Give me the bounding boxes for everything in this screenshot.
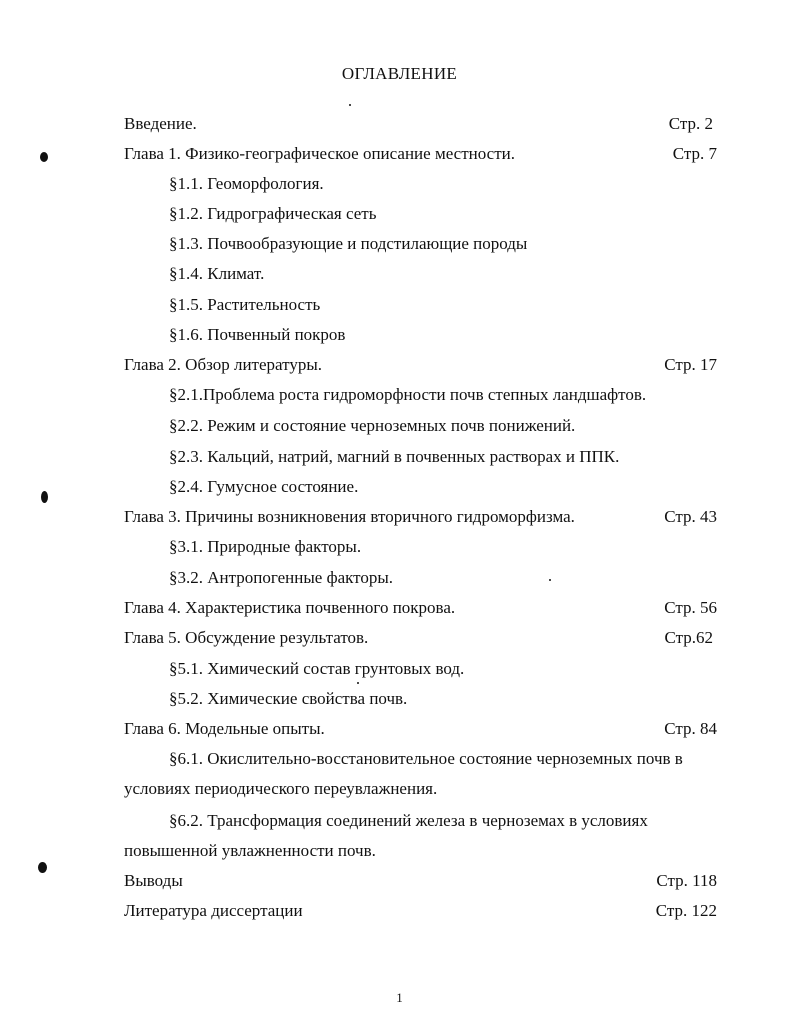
toc-entry-page: Стр. 17 — [664, 355, 717, 374]
toc-entry-conclusions — [124, 870, 717, 892]
toc-entry-text: Глава 3. Причины возникновения вторичного гидроморфизма. — [124, 507, 575, 526]
toc-entry-text: Выводы — [124, 871, 183, 890]
toc-entry-section-1-6 — [124, 324, 717, 346]
toc-entry-text: Литература диссертации — [124, 901, 303, 920]
toc-entry-text: §5.1. Химический состав грунтовых вод. — [169, 659, 465, 678]
toc-entry-section-2-4 — [124, 476, 717, 498]
toc-entry-intro — [124, 113, 717, 135]
scan-speck — [38, 862, 47, 873]
toc-entry-page: Стр. 122 — [655, 901, 717, 920]
toc-entry-section-3-2 — [124, 567, 717, 589]
toc-entry-page: Стр. 43 — [664, 507, 717, 526]
toc-entry-section-6-2: §6.2. Трансформация соединений железа в черноземах в условиях повышенной увлажненности почв. — [124, 811, 648, 860]
toc-entry-page: Стр. 84 — [664, 719, 717, 738]
toc-entry-page: Стр.62 — [664, 628, 713, 647]
toc-entry-chapter-4 — [124, 597, 717, 619]
toc-entry-section-6-1: §6.1. Окислительно-восстановительное состояние черноземных почв в условиях периодического переувлажнения. — [124, 749, 683, 798]
toc-entry-page: Стр. 56 — [664, 598, 717, 617]
toc-entry-section-2-3 — [124, 446, 717, 468]
scan-speck — [549, 579, 551, 581]
toc-entry-page: Стр. 118 — [656, 871, 717, 890]
scan-speck — [357, 682, 359, 684]
toc-entry-section-3-1 — [124, 536, 717, 558]
toc-entry-section-1-1 — [124, 173, 717, 195]
toc-entry-section-2-1 — [124, 384, 717, 406]
toc-entry-text: §1.4. Климат. — [169, 264, 265, 283]
toc-entry-references — [124, 900, 717, 922]
toc-entry-chapter-3 — [124, 506, 717, 528]
toc-entry-text: §1.2. Гидрографическая сеть — [169, 204, 377, 223]
toc-entry-text: Глава 6. Модельные опыты. — [124, 719, 325, 738]
scan-speck — [40, 152, 48, 162]
toc-entry-text: §3.1. Природные факторы. — [169, 537, 362, 556]
toc-entry-text: §5.2. Химические свойства почв. — [169, 689, 408, 708]
toc-entry-section-5-2 — [124, 688, 717, 710]
toc-entry-text: Глава 1. Физико-географическое описание местности. — [124, 144, 515, 163]
toc-entry-text: §2.2. Режим и состояние черноземных почв понижений. — [169, 416, 576, 435]
toc-entry-page: Стр. 7 — [672, 144, 717, 163]
toc-entry-text: Глава 4. Характеристика почвенного покрова. — [124, 598, 456, 617]
toc-entry-section-1-2 — [124, 203, 717, 225]
toc-entry-text: Глава 5. Обсуждение результатов. — [124, 628, 369, 647]
toc-entry-text: §1.6. Почвенный покров — [169, 325, 346, 344]
toc-entry-chapter-2 — [124, 354, 717, 376]
scan-speck — [41, 491, 48, 503]
toc-entry-text: §2.1.Проблема роста гидроморфности почв степных ландшафтов. — [169, 385, 647, 404]
scan-speck — [349, 104, 351, 106]
page-title: ОГЛАВЛЕНИЕ — [341, 64, 458, 83]
page-number: 1 — [396, 990, 403, 1005]
toc-entry-text: §2.4. Гумусное состояние. — [169, 477, 359, 496]
toc-entry-text: §1.3. Почвообразующие и подстилающие породы — [169, 234, 528, 253]
toc-entry-section-5-1 — [124, 658, 717, 680]
toc-entry-text: Глава 2. Обзор литературы. — [124, 355, 323, 374]
toc-entry-chapter-5 — [124, 627, 717, 649]
toc-entry-text: Введение. — [124, 114, 197, 133]
toc-entry-text: §1.1. Геоморфология. — [169, 174, 324, 193]
toc-entry-text: §2.3. Кальций, натрий, магний в почвенных растворах и ППК. — [169, 447, 620, 466]
toc-entry-page: Стр. 2 — [668, 114, 713, 133]
toc-entry-section-1-4 — [124, 263, 717, 285]
toc-entry-section-1-3 — [124, 233, 717, 255]
toc-entry-text: §1.5. Растительность — [169, 295, 321, 314]
toc-entry-text: §3.2. Антропогенные факторы. — [169, 568, 394, 587]
toc-entry-section-2-2 — [124, 415, 717, 437]
toc-entry-section-1-5 — [124, 294, 717, 316]
toc-entry-chapter-6 — [124, 718, 717, 740]
toc-entry-chapter-1 — [124, 143, 717, 165]
